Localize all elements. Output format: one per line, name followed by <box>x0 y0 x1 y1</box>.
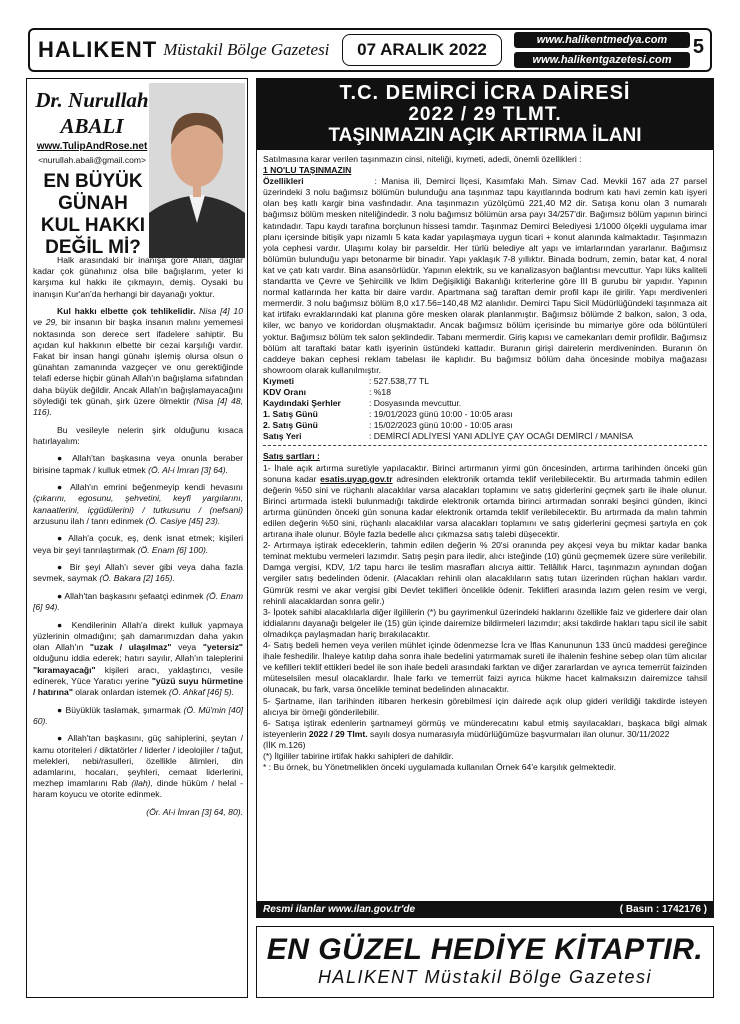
detail-value: : 19/01/2023 günü 10:00 - 10:05 arası <box>369 409 513 420</box>
author-photo <box>149 83 245 258</box>
author-last-name: ABALI <box>60 114 124 138</box>
detail-label: Kaydındaki Şerhler <box>263 398 341 409</box>
website-link-1[interactable]: www.halikentmedya.com <box>514 32 690 48</box>
article-paragraph <box>33 306 243 418</box>
features-text: : Manisa ili, Demirci İlçesi, Kasımfakı Mah. Simav Cad. Mevkii 167 ada 27 parsel üzerindeki 3 nolu bağımsız bölümün bulunduğu ana taşınmaz tapu kayıtlarında bodrum katı havi zemin katı işyeri olan beş katlı kargir bina vasfındadır. Ana taşınmazın yüzölçümü 221,40 M2 dir. Satışa konu olan 3 numaralı bağımsız bölüm mesken niteliğindedir. 3 nolu bağımsız bölümün arsa payı 34/257'dir. Bağımsız bölüm yapının birinci katındadır. Tapu kaydı tarafına borçlunun hissesi tamdır. Taşınmaz Demirci Belediyesi 1/1000 ölçekli uygulama imar planı içersinde bitişik yapı nizamlı 5 kata kadar yapılaşmaya uygun ticari + konut alanında kalmaktadır. Taşınmazın yola cephesi vardır. Ulaşımı kolay bir parseldir. Her türlü belediye alt yapı ve imlarlarından yararlanır. Bağımsız bölümün bulunduğu yapı betonarme bir binadır. Yapı yaklaşık 7-8 yıllıktır. Binada bodrum, zemin, batar kat, 4 noral kat ve çatı katı vardır. Bina asansörlüdür. Yapının elektrik, su ve kanalizasyon bağlantısı mevcuttur. Yapı lüks kaliteli standartta ve Çevre ve Şehircilik ve İklim Değişikliği Bakanlığı kriterlerine göre III B gurubu bir yapıdır. Yapının normal katlarında her katta bir daire vardır. Apartmana sağ taraftan demir profil kapı ile girilir. Yapı merdivenleri mermerdir. 3 nolu bağımsız bölüm 8,0 x17.56=140,48 M2 alanlıdır. Demirci Tapu Sicil Müdürlüğündeki taşınmaza ait kat irtifakı evraklarındaki kat planına göre mesken olarak planlanmıştır. Bağımsız bölümde 2 balkon, salon, 3 oda, kiler, wc banyo ve koridordan oluşmaktadır. Ancak bağımsız bölüm içerisinde bu mimariye göre oda bölüntüleri yoktur. Bağımsız bölüm tek salon şeklindedir. Tabanı mermerdir. Giriş kapısı ve camekanları demir profildir. Bağımsız bölüm alt taraftaki batar katlı işyerinin üstündeki kattadır. Buranın girişi dairelerin merdiveninden. Buranın ön caddeye bakan cephesi reklam tabelası ile kaplıdır. Bu bağımsız bölüm daha öncesinde mobilya mağazası showroom olarak kullanılmıştır. <box>263 176 707 375</box>
citation: (Ö. Mü'min [40] 60). <box>33 704 243 726</box>
bold-phrase: "uzak / ulaşılmaz" <box>89 642 172 653</box>
list-item <box>33 562 243 584</box>
list-item-text: ● Kendilerinin Allah'a direkt kulluk yapmaya yüzlerinin olmadığını; şah damarımızdan daha yakın olan Allah'ın <box>33 619 243 653</box>
condition-text: sayılı dosya numarasıyla müdürlüğümüze başvurmaları ilan olunur. 30/11/2022 <box>370 728 670 739</box>
headline-line: EN BÜYÜK <box>43 171 143 192</box>
list-item <box>33 482 243 527</box>
author-email[interactable]: <nurullah.abali@gmail.com> <box>38 155 146 165</box>
author-name <box>33 87 151 139</box>
article-headline <box>31 171 155 259</box>
features-paragraph <box>263 176 707 376</box>
citation: (Ö. Al-i İmran [3] 64). <box>148 464 229 475</box>
newspaper-name: HALIKENT <box>38 37 158 62</box>
citation: (Ö. Enam [6] 94). <box>33 591 243 613</box>
citation: (Ö. Bakara [2] 165). <box>99 573 175 584</box>
conditions-heading: Satış şartları : <box>263 451 320 462</box>
esatis-link[interactable]: esatis.uyap.gov.tr <box>320 473 393 484</box>
list-item <box>33 533 243 555</box>
detail-value: : %18 <box>369 386 391 397</box>
bold-phrase: "yetersiz" <box>202 642 243 653</box>
notice-body <box>257 150 713 773</box>
condition-item: (*) İlgililer tabirine irtifak hakkı sahipleri de dahildir. <box>263 750 454 761</box>
closing-citation: (Ör. Al-i İmran [3] 64, 80). <box>146 807 243 818</box>
list-item-text: ● Allah'tan başkasına veya onunla beraber birisine tapmak / kulluk etmek <box>33 453 243 475</box>
author-first-name: Dr. Nurullah <box>35 88 149 112</box>
list-item-text: ● Allah'ın emrini beğenmeyip kendi hevasını <box>57 482 243 493</box>
features-label: Özellikleri <box>263 176 304 187</box>
condition-item: 2- Artırmaya iştirak edeceklerin, tahmin edilen değerin % 20'si oranında pey akçesi veya bu miktar kadar banka teminat mektubu vermeleri lazımdır. Satış peşin para iledir, alıcı isteğinde (10) günü geçmemek üzere süre verilebilir. Damga vergisi, KDV, 1/2 tapu harcı ile teslim masrafları alıcıya aittir. Tellâllık Harcı, taşınmazın aynından doğan vergiler satış bedelinden ödenir. (Alacakları rehinli olan alacaklıların satış tutarı üzerinden rüçhan hakları vardır. Gümrük resmi ve akar vergisi gibi Devlet teklifleri öncelikle ödenir. Teklifleri arasında lazım gelen resim ve vergi, rehinli alacaklardan sonra gelir.) <box>263 540 707 606</box>
list-item-text: veya <box>178 642 197 653</box>
promo-subline: HALIKENT Müstakil Bölge Gazetesi <box>317 967 653 987</box>
list-item-text: arzusunu ilah / tanrı edinmek <box>33 515 144 526</box>
author-portrait-image <box>149 83 245 258</box>
bold-phrase: "kıramayacağı" <box>33 664 96 675</box>
citation: (Nisa [4] 48, 116). <box>33 395 243 418</box>
detail-label: 1. Satış Günü <box>263 409 318 420</box>
detail-value: : 15/02/2023 günü 10:00 - 10:05 arası <box>369 420 513 431</box>
list-item <box>33 620 243 698</box>
notice-title <box>257 79 713 150</box>
citation: (Ö. Ahkaf [46] 5). <box>168 687 235 698</box>
condition-item <box>263 463 707 541</box>
promo-box <box>256 926 714 998</box>
article-paragraph: Bu vesileyle nelerin şirk olduğunu kısaca hatırlayalım: <box>33 424 243 446</box>
notice-title-line: TAŞINMAZIN AÇIK ARTIRMA İLANI <box>328 125 642 146</box>
headline-line: KUL HAKKI <box>40 215 146 236</box>
opinion-column <box>26 78 248 998</box>
issue-date: 07 ARALIK 2022 <box>342 34 502 66</box>
list-item-text: ● Allah'a çocuk, eş, denk isnat etmek; kişileri veya bir şeyi tanrılaştırmak <box>33 533 243 555</box>
condition-text: 6- Satışa iştirak edenlerin şartnameyi görmüş ve münderecatını kabul etmiş sayılacakları, başkaca bilgi almak isteyenlerin <box>263 717 707 739</box>
headline-line: GÜNAH <box>58 193 128 214</box>
detail-label: 2. Satış Günü <box>263 420 318 431</box>
auction-notice <box>256 78 714 918</box>
list-item-text: ● Allah'tan başkasını, güç sahiplerini, şeytan / kamu otoriteleri / diktatörler / liderler / ideolojiler / tağut, melekleri, nebi/rasulleri, özellikle âlimleri, din adamlarını, hocaları, şeyhleri, cemaat liderlerini, mezhep imamlarını Rab <box>33 733 243 789</box>
masthead <box>28 28 712 72</box>
list-item-text: ● Bir şeyi Allah'ı sever gibi veya daha fazla sevmek, saymak <box>33 562 243 584</box>
condition-item: * : Bu örnek, bu Yönetmeliklen önceki uygulamada kullanılan Örnek 64'e karşılık gelmektedir. <box>263 762 617 773</box>
condition-item: (İİK m.126) <box>263 739 306 750</box>
page-number: 5 <box>692 36 704 58</box>
detail-label: Satış Yeri <box>263 431 302 442</box>
list-item <box>33 733 243 800</box>
website-link-2[interactable]: www.halikentgazetesi.com <box>514 52 690 68</box>
official-ads-link[interactable]: Resmi ilanlar www.ilan.gov.tr'de <box>263 903 416 915</box>
paragraph-text: bir insanın bir başka insanın malını yememesi noktasında son derece sert ifadelere sahiptir. Bu açıdan kul hakkının elbette bir cezai karşılığı vardır. Fakat bir insan hangi günahı işlemiş olursa olsun o günahtan zamanında vazgeçer ve onu gerektiğinde telafi ederse hiçbir günah Allah'ın bağışlama sıfatından daha büyük değildir. Ancak Allah'ın bağışlamayacağını söylediği tek günah, şirk üzere ölmektir <box>33 317 244 406</box>
condition-text: 1- İhale açık artırma suretiyle yapılacaktır. Birinci artırmanın yirmi gün öncesinden, artırma tarihinden önceki gün sonuna kadar <box>263 462 707 484</box>
list-item <box>33 453 243 475</box>
promo-headline: EN GÜZEL HEDİYE KİTAPTIR. <box>266 933 704 966</box>
detail-label: KDV Oranı <box>263 386 306 397</box>
detail-label: Kıymeti <box>263 375 295 386</box>
sale-conditions <box>263 451 707 773</box>
detail-value: : 527.538,77 TL <box>369 375 430 386</box>
bold-phrase: "yüzü suyu hürmetine / hatırına" <box>33 675 243 698</box>
citation: (Ö. Enam [6] 100). <box>137 544 209 555</box>
list-item-text: ● Büyüklük taslamak, şımarmak <box>57 704 181 715</box>
list-item-text: olarak onlardan istemek <box>75 687 167 698</box>
detail-value: : Dosyasında mevcuttur. <box>369 398 462 409</box>
italic-phrase: (ilah), <box>131 778 153 789</box>
list-item <box>33 591 243 613</box>
notice-intro: Satılmasına karar verilen taşınmazın cinsi, niteliği, kıymeti, adedi, önemli özellikleri : <box>263 154 582 164</box>
article-paragraph: Halk arasındaki bir inanışa göre Allah, dağlar kadar çok günahınız olsa bile bağışlarım, yeter ki karşıma kul hakkı ile çıkmayın, demiş. Oysaki bu inanışın Kur'an'da herhangi bir dayanağı yoktur. <box>33 255 243 299</box>
article-body <box>33 255 243 825</box>
detail-value: : DEMİRCİ ADLİYESİ YANI ADLİYE ÇAY OCAĞI DEMİRCİ / MANİSA <box>369 431 633 442</box>
condition-item: 5- Şartname, ilan tarihinden itibaren herkesin görebilmesi için dairede açık olup gideri verildiği takdirde isteyen alıcıya bir örneği gönderilebilir. <box>263 695 707 717</box>
list-item-text: kişileri aracı, yaklaştırıcı, vesile edinerek, Yüce Yaratıcı yerine <box>33 664 243 686</box>
notice-title-line: 2022 / 29 TLMT. <box>408 104 562 125</box>
list-item-text: dinde hüküm / helal - haram koyucu ve otorite edinmek. <box>33 778 244 800</box>
italic-phrase: (çıkarını, egosunu, şehvetini, keyfi yargılarını, kanaatlerini, içgüdülerini) / tutkusunu / (nefsani) <box>33 493 243 515</box>
notice-footer <box>257 901 713 917</box>
file-number: 2022 / 29 Tlmt. <box>308 728 368 739</box>
list-item <box>33 705 243 727</box>
condition-item: 4- Satış bedeli hemen veya verilen mühlet içinde ödenmezse İcra ve İflas Kanununun 133 üncü maddesi gereğince ihale feshedilir. İhaleye katılıp daha sonra ihale bedelini yatırmamak sureti ile ihalenin feshine sebep olan tüm alıcılar ve kefilleri teklif ettikleri bedel ile son ihale bedeli arasındaki farktan ve diğer zararlardan ve ayrıca temerrüt faizinden müteselsilen mesul olacaklardır. İhale farkı ve temerrüt faizi ayrıca hükme hacet kalmaksızın dairemizce tahsil olunacak, bu fark, varsa öncelikle teminat bedelinden alınacaktır. <box>263 640 707 695</box>
newspaper-subtitle: Müstakil Bölge Gazetesi <box>163 40 330 59</box>
item-heading: 1 NO'LU TAŞINMAZIN <box>263 165 352 176</box>
bold-phrase: Kul hakkı elbette çok tehlikelidir. <box>57 306 196 317</box>
notice-title-line: T.C. DEMİRCİ İCRA DAİRESİ <box>339 82 631 104</box>
property-details <box>263 376 707 443</box>
press-code: ( Basın : 1742176 ) <box>619 903 707 915</box>
author-website[interactable]: www.TulipAndRose.net <box>36 141 148 152</box>
condition-item: 3- İpotek sahibi alacaklılarla diğer ilgililerin (*) bu gayrimenkul üzerindeki haklarını özellikle faiz ve giderlere dair olan iddialarını dayanağı belgeler ile (15) gün içinde dairemize bildirmeleri lazımdır; aksi takdirde hakları tapu sicil ile sabit olmadıkça paylaşmadan hariç bırakılacaktır. <box>263 606 707 639</box>
condition-text: adresinden elektronik ortamda teklif verilebilecektir. Bu artırmada tahmin edilen değerin %50 sini ve rüçhanlı alacaklılar varsa alacakları toplamını ve satış giderlerini geçmek şartı ile ihale olunur. Birinci artırmada istekli bulunmadığı takdirde elektronik ortamda birinci artırmadan sonraki beşinci günden, ikinci artırma gününden önceki gün sonuna kadar elektronik ortamda teklif verilebilecektir. Bu artırmada da malın tahmin edilen değerin %50 sini, rüçhanlı alacaklılar varsa alacakları toplamını ve satış giderlerini geçmesi şartıyla en çok artırana ihale olunur. Böyle fazla bedelle alıcı çıkmazsa satış talebi düşecektir. <box>263 473 707 540</box>
citation: Nisa [4] 10 ve 29, <box>33 306 243 328</box>
headline-line: DEĞİL Mİ? <box>45 237 141 258</box>
divider <box>263 445 707 446</box>
list-item-text: ● Allah'tan başkasını şefaatçi edinmek <box>57 591 204 602</box>
condition-item <box>263 718 707 740</box>
citation: (Ö. Casiye [45] 23). <box>145 515 221 526</box>
list-item-text: olduğunu iddia ederek; hatırı sayılır, Allah'ın taleplerini <box>33 653 243 664</box>
